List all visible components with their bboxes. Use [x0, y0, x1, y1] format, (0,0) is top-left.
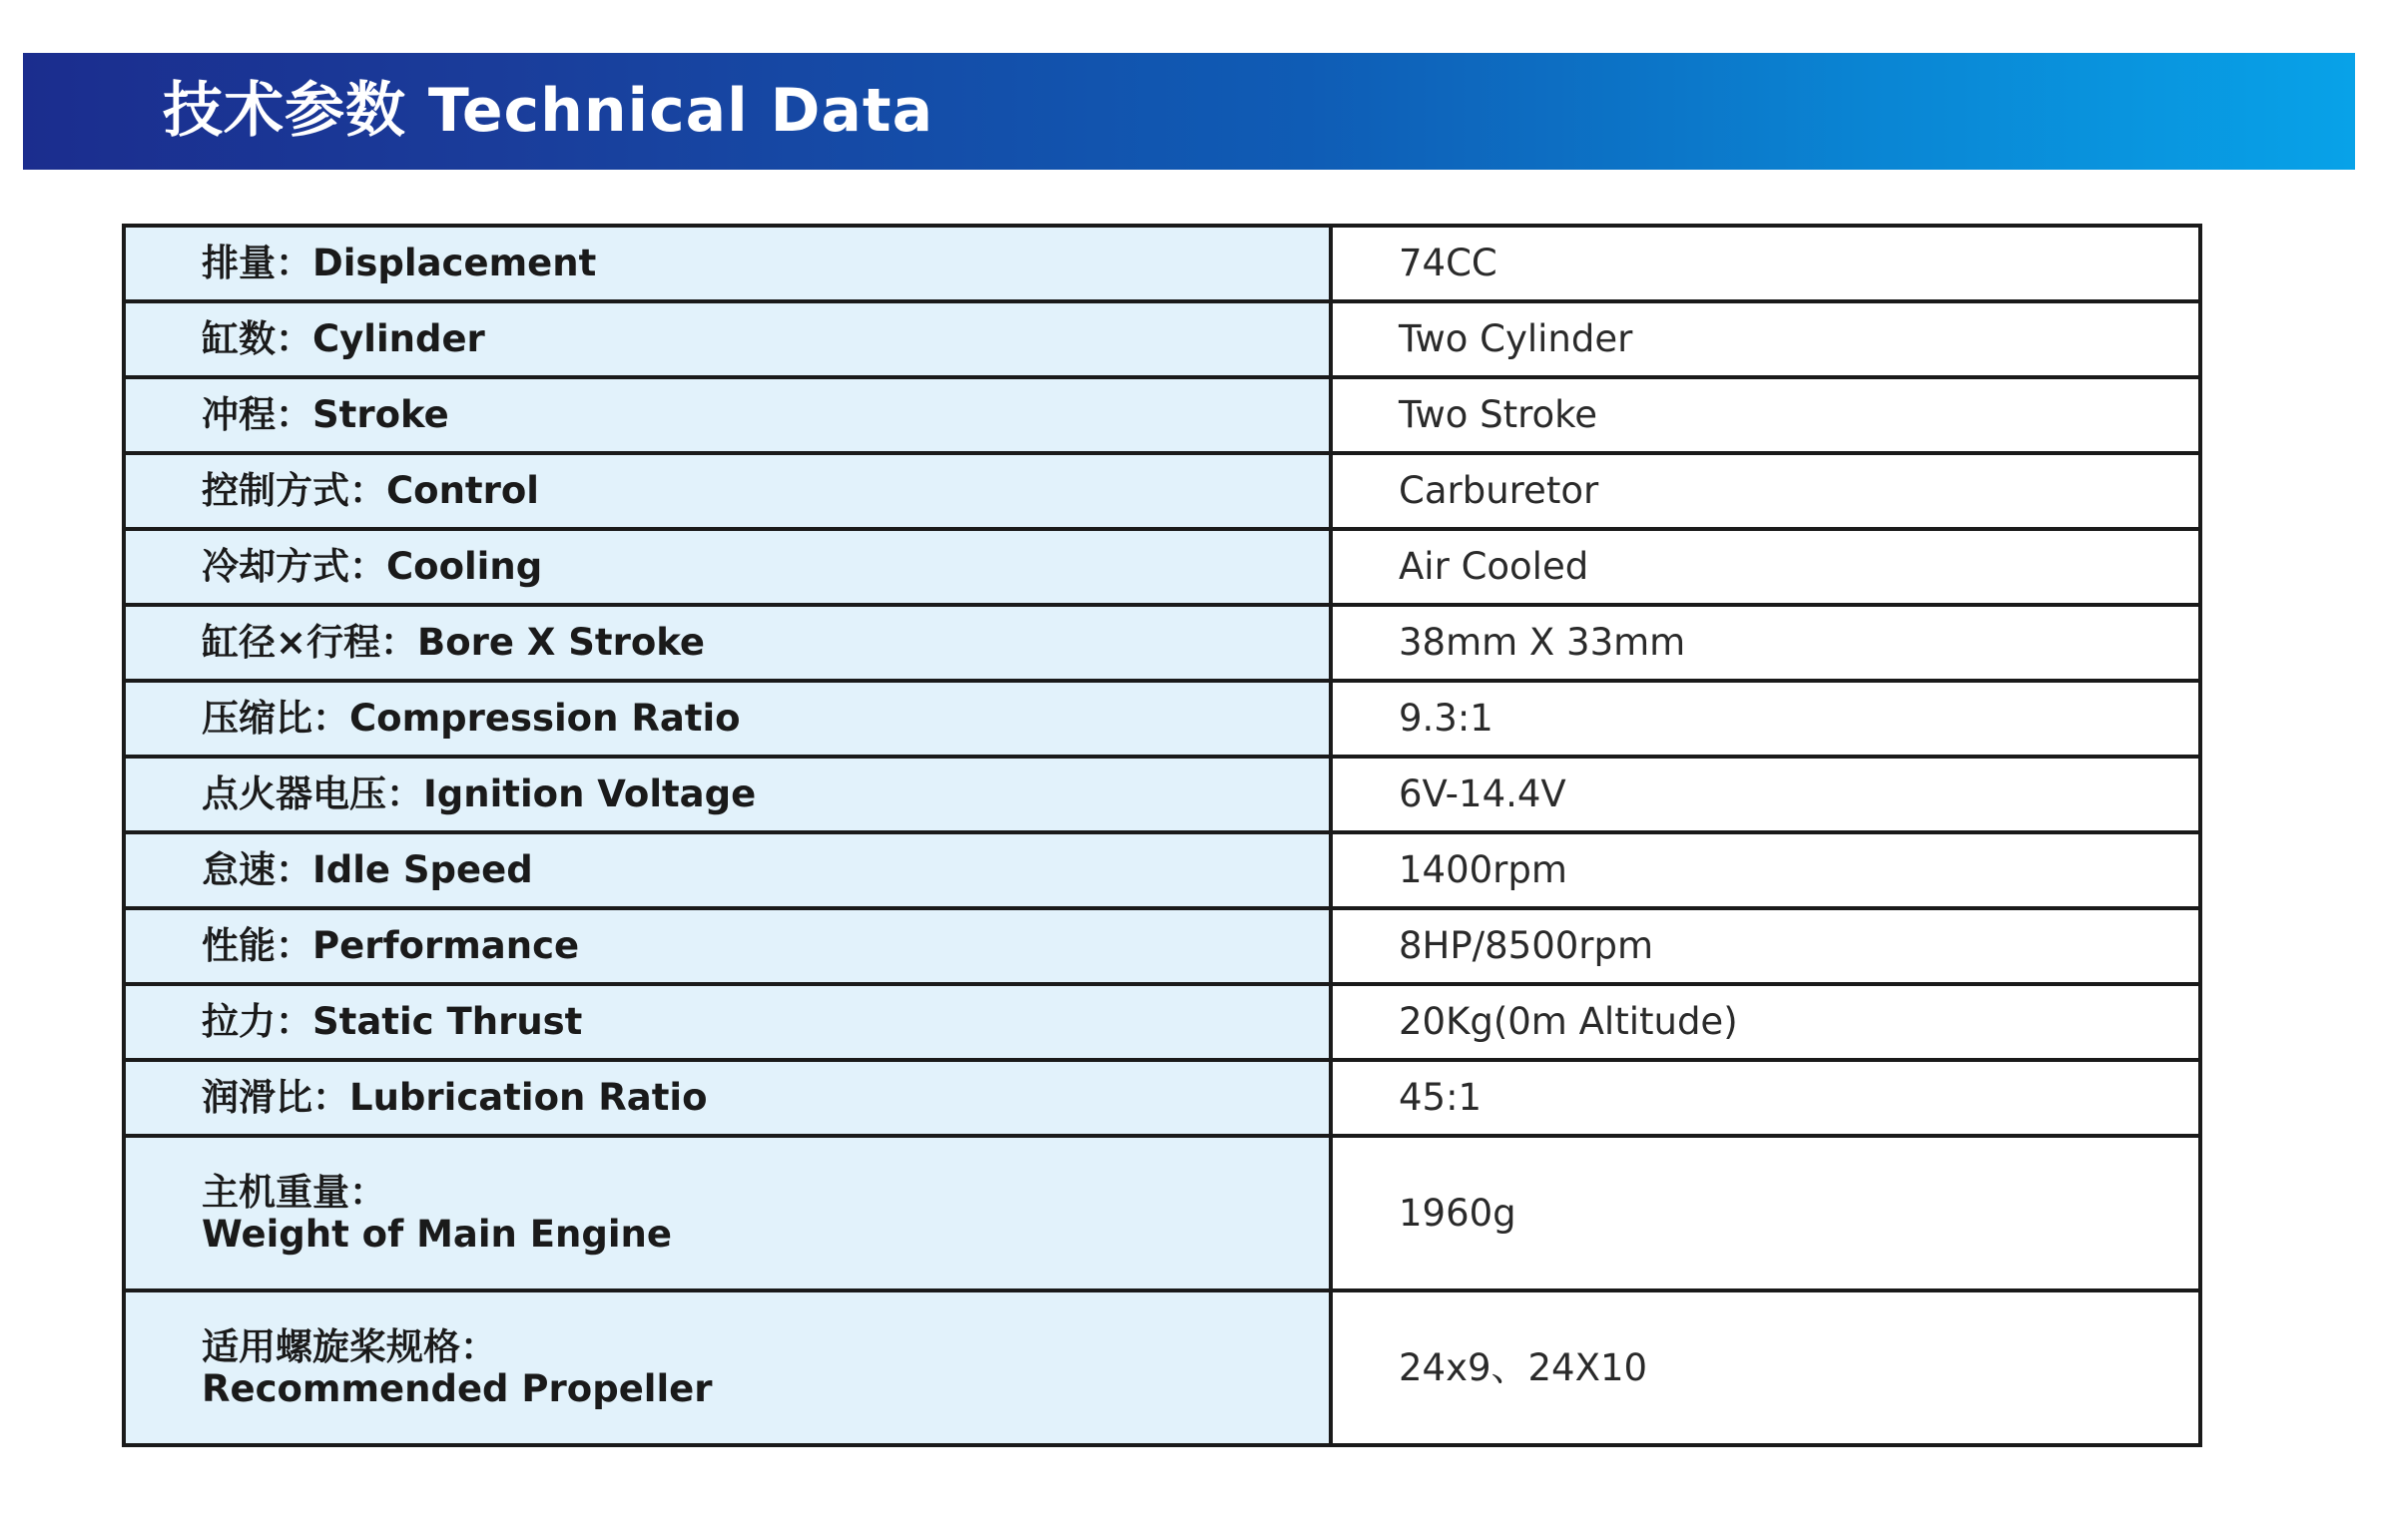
table-row-idle-speed: [124, 832, 2200, 908]
spec-label-cn: 主机重量：: [202, 1170, 386, 1214]
table-row-bore-stroke: [124, 605, 2200, 681]
spec-value: 6V-14.4V: [1331, 757, 2200, 832]
spec-label: 怠速：Idle Speed: [124, 832, 1331, 908]
spec-label: 润滑比：Lubrication Ratio: [124, 1060, 1331, 1136]
spec-label: 压缩比：Compression Ratio: [124, 681, 1331, 757]
table-row-cooling: [124, 529, 2200, 605]
spec-value: 20Kg(0m Altitude): [1331, 984, 2200, 1060]
table-row-lubrication-ratio: [124, 1060, 2200, 1136]
spec-label: 冲程：Stroke: [124, 377, 1331, 453]
table-row-control: [124, 453, 2200, 529]
spec-value: Air Cooled: [1331, 529, 2200, 605]
header-banner: [23, 53, 2355, 170]
spec-value: Two Stroke: [1331, 377, 2200, 453]
spec-label: 排量：Displacement: [124, 226, 1331, 301]
spec-label: [124, 1136, 1331, 1290]
page-title: 技术参数 Technical Data: [163, 76, 934, 146]
table-row-static-thrust: [124, 984, 2200, 1060]
table-row-weight: [124, 1136, 2200, 1290]
technical-data-table: [122, 224, 2202, 1447]
table-row-stroke: [124, 377, 2200, 453]
spec-value: 8HP/8500rpm: [1331, 908, 2200, 984]
spec-value: 45:1: [1331, 1060, 2200, 1136]
spec-label: 冷却方式：Cooling: [124, 529, 1331, 605]
spec-label: 拉力：Static Thrust: [124, 984, 1331, 1060]
table-row-cylinder: [124, 301, 2200, 377]
table-row-compression-ratio: [124, 681, 2200, 757]
spec-value: 1960g: [1331, 1136, 2200, 1290]
spec-label: [124, 1290, 1331, 1445]
table-row-ignition-voltage: [124, 757, 2200, 832]
table-row-performance: [124, 908, 2200, 984]
spec-label: 控制方式：Control: [124, 453, 1331, 529]
spec-label-en: Weight of Main Engine: [202, 1212, 672, 1256]
spec-label: 性能：Performance: [124, 908, 1331, 984]
spec-value: 24x9、24X10: [1331, 1290, 2200, 1445]
spec-label: 缸数：Cylinder: [124, 301, 1331, 377]
spec-label: 点火器电压：Ignition Voltage: [124, 757, 1331, 832]
spec-value: 38mm X 33mm: [1331, 605, 2200, 681]
spec-label-en: Recommended Propeller: [202, 1366, 713, 1410]
spec-label: 缸径×行程：Bore X Stroke: [124, 605, 1331, 681]
table-row-displacement: [124, 226, 2200, 301]
spec-value: 9.3:1: [1331, 681, 2200, 757]
spec-value: 1400rpm: [1331, 832, 2200, 908]
spec-value: Two Cylinder: [1331, 301, 2200, 377]
spec-label-cn: 适用螺旋桨规格：: [202, 1324, 497, 1368]
table-row-propeller: [124, 1290, 2200, 1445]
spec-value: Carburetor: [1331, 453, 2200, 529]
spec-value: 74CC: [1331, 226, 2200, 301]
